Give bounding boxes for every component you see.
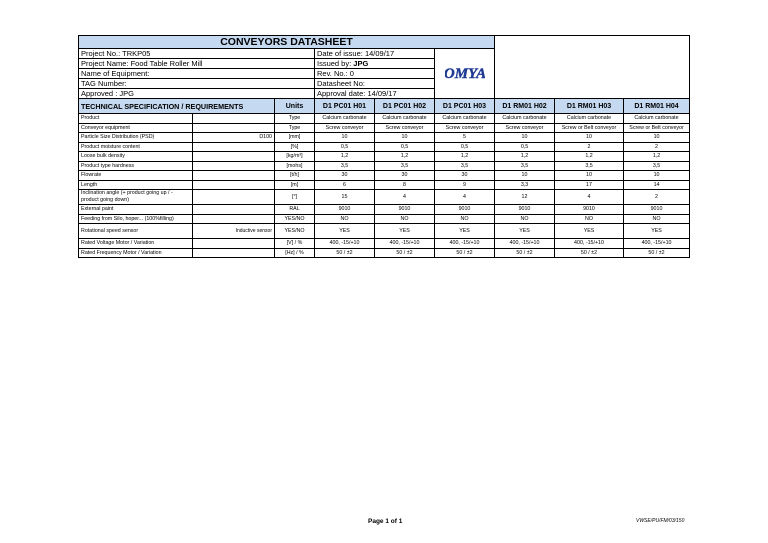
cell-value: 400, -15/+10: [315, 239, 375, 249]
row-unit: [t/h]: [275, 171, 315, 181]
datasheet-table: [78, 35, 690, 258]
cell-value: 17: [555, 180, 624, 190]
cell-value: 1,2: [624, 152, 690, 162]
cell-value: 10: [495, 133, 555, 143]
table-row: [79, 171, 690, 181]
cell-value: 4: [375, 190, 435, 205]
row-label: External paint: [79, 205, 193, 215]
cell-value: Calcium carbonate: [315, 114, 375, 124]
cell-value: 400, -15/+10: [375, 239, 435, 249]
project-no: Project No.: TRKP05: [79, 49, 315, 59]
row-label: Rotational speed sensor: [79, 224, 193, 239]
cell-value: NO: [375, 214, 435, 224]
row-unit: [Hz] / %: [275, 248, 315, 258]
issued-by: Issued by: JPG: [315, 59, 435, 69]
cell-value: 1,2: [375, 152, 435, 162]
row-qualifier: [193, 161, 275, 171]
cell-value: 3,5: [435, 161, 495, 171]
table-row: [79, 190, 690, 205]
cell-value: 12: [495, 190, 555, 205]
table-row: [79, 133, 690, 143]
cell-value: 1,2: [315, 152, 375, 162]
row-qualifier: [193, 180, 275, 190]
revision-number: Rev. No.: 0: [315, 69, 435, 79]
cell-value: YES: [555, 224, 624, 239]
cell-value: 0,5: [495, 142, 555, 152]
table-row: [79, 239, 690, 249]
row-unit: [°]: [275, 190, 315, 205]
row-unit: [%]: [275, 142, 315, 152]
cell-value: 50 / ±2: [555, 248, 624, 258]
cell-value: 10: [555, 133, 624, 143]
cell-value: 0,5: [435, 142, 495, 152]
row-label: Product moisture content: [79, 142, 193, 152]
table-row: [79, 161, 690, 171]
cell-value: 10: [624, 133, 690, 143]
cell-value: 1,2: [435, 152, 495, 162]
cell-value: YES: [495, 224, 555, 239]
cell-value: Screw conveyor: [315, 123, 375, 133]
row-qualifier: [193, 214, 275, 224]
cell-value: 9010: [495, 205, 555, 215]
table-row: [79, 142, 690, 152]
svg-text:OMYA: OMYA: [444, 65, 485, 82]
row-qualifier: [193, 190, 275, 205]
column-header: D1 RM01 H02: [495, 99, 555, 114]
cell-value: Calcium carbonate: [435, 114, 495, 124]
table-row: [79, 152, 690, 162]
row-unit: [kg/m³]: [275, 152, 315, 162]
cell-value: Screw conveyor: [435, 123, 495, 133]
datasheet: [78, 35, 689, 258]
cell-value: 2: [624, 142, 690, 152]
cell-value: 9010: [435, 205, 495, 215]
cell-value: NO: [555, 214, 624, 224]
row-qualifier: [193, 142, 275, 152]
cell-value: 50 / ±2: [624, 248, 690, 258]
table-row: [79, 123, 690, 133]
omya-logo-icon: [445, 61, 485, 85]
cell-value: YES: [435, 224, 495, 239]
spec-header: TECHNICAL SPECIFICATION / REQUIREMENTS: [79, 99, 275, 114]
table-row: [79, 205, 690, 215]
cell-value: YES: [624, 224, 690, 239]
cell-value: 9010: [375, 205, 435, 215]
cell-value: 1,2: [555, 152, 624, 162]
table-row: [79, 114, 690, 124]
cell-value: 9010: [315, 205, 375, 215]
cell-value: 30: [315, 171, 375, 181]
cell-value: 10: [315, 133, 375, 143]
date-of-issue: Date of issue: 14/09/17: [315, 49, 435, 59]
cell-value: Calcium carbonate: [375, 114, 435, 124]
row-label: Feeding from Silo, hoper... (100%filling): [79, 214, 193, 224]
cell-value: 6: [315, 180, 375, 190]
cell-value: 50 / ±2: [435, 248, 495, 258]
approved-by: Approved : JPG: [79, 89, 315, 99]
row-label: Rated Voltage Motor / Variation: [79, 239, 193, 249]
table-row: [79, 224, 690, 239]
project-name: Project Name: Food Table Roller Mill: [79, 59, 315, 69]
cell-value: Screw or Belt conveyor: [624, 123, 690, 133]
row-qualifier: [193, 123, 275, 133]
row-unit: [m]: [275, 180, 315, 190]
row-label: Length: [79, 180, 193, 190]
row-qualifier: D100: [193, 133, 275, 143]
document-reference: VWSE/PU/FM/03/150: [636, 518, 685, 524]
row-qualifier: [193, 171, 275, 181]
cell-value: Calcium carbonate: [624, 114, 690, 124]
row-unit: Type: [275, 114, 315, 124]
cell-value: 14: [624, 180, 690, 190]
page-number: Page 1 of 1: [368, 518, 403, 525]
cell-value: 50 / ±2: [495, 248, 555, 258]
row-qualifier: Inductive sensor: [193, 224, 275, 239]
cell-value: 3,5: [375, 161, 435, 171]
cell-value: 5: [435, 133, 495, 143]
row-unit: [V] / %: [275, 239, 315, 249]
cell-value: 400, -15/+10: [495, 239, 555, 249]
row-label: Product type hardness: [79, 161, 193, 171]
row-label: Conveyor equipment: [79, 123, 193, 133]
cell-value: 15: [315, 190, 375, 205]
equipment-name: Name of Equipment:: [79, 69, 315, 79]
row-label: Rated Frequency Motor / Variation: [79, 248, 193, 258]
omya-logo: [435, 49, 495, 99]
cell-value: 50 / ±2: [315, 248, 375, 258]
cell-value: 10: [624, 171, 690, 181]
row-unit: [mm]: [275, 133, 315, 143]
cell-value: NO: [435, 214, 495, 224]
cell-value: 9010: [555, 205, 624, 215]
cell-value: YES: [375, 224, 435, 239]
row-label: Particle Size Distribution (PSD): [79, 133, 193, 143]
row-label: Loose bulk density: [79, 152, 193, 162]
cell-value: 10: [495, 171, 555, 181]
row-qualifier: [193, 114, 275, 124]
cell-value: Screw conveyor: [375, 123, 435, 133]
cell-value: 0,5: [375, 142, 435, 152]
cell-value: 50 / ±2: [375, 248, 435, 258]
row-unit: Type: [275, 123, 315, 133]
cell-value: 400, -15/+10: [624, 239, 690, 249]
row-unit: YES/NO: [275, 224, 315, 239]
cell-value: 3,5: [555, 161, 624, 171]
approval-date: Approval date: 14/09/17: [315, 89, 435, 99]
column-header: D1 PC01 H02: [375, 99, 435, 114]
cell-value: Screw conveyor: [495, 123, 555, 133]
cell-value: 0,5: [315, 142, 375, 152]
cell-value: NO: [315, 214, 375, 224]
row-unit: RAL: [275, 205, 315, 215]
cell-value: YES: [315, 224, 375, 239]
cell-value: 2: [555, 142, 624, 152]
row-unit: [mohs]: [275, 161, 315, 171]
row-qualifier: [193, 248, 275, 258]
row-label: Inclination angle (+ product going up / - product going down): [79, 190, 193, 205]
cell-value: 9: [435, 180, 495, 190]
table-row: [79, 248, 690, 258]
column-header: D1 PC01 H03: [435, 99, 495, 114]
row-qualifier: [193, 239, 275, 249]
cell-value: 2: [624, 190, 690, 205]
cell-value: 8: [375, 180, 435, 190]
cell-value: 30: [435, 171, 495, 181]
row-qualifier: [193, 205, 275, 215]
cell-value: 3,5: [315, 161, 375, 171]
row-unit: YES/NO: [275, 214, 315, 224]
column-header: D1 PC01 H01: [315, 99, 375, 114]
cell-value: 1,2: [495, 152, 555, 162]
table-row: [79, 180, 690, 190]
table-row: [79, 214, 690, 224]
cell-value: Calcium carbonate: [555, 114, 624, 124]
cell-value: 10: [555, 171, 624, 181]
column-header: D1 RM01 H04: [624, 99, 690, 114]
cell-value: NO: [624, 214, 690, 224]
cell-value: 400, -15/+10: [435, 239, 495, 249]
cell-value: 9010: [624, 205, 690, 215]
column-header: D1 RM01 H03: [555, 99, 624, 114]
cell-value: 10: [375, 133, 435, 143]
cell-value: 3,5: [624, 161, 690, 171]
cell-value: 400, -15/+10: [555, 239, 624, 249]
cell-value: NO: [495, 214, 555, 224]
cell-value: 3,5: [495, 161, 555, 171]
row-qualifier: [193, 152, 275, 162]
cell-value: 3,3: [495, 180, 555, 190]
row-label: Flowrate: [79, 171, 193, 181]
cell-value: Screw or Belt conveyor: [555, 123, 624, 133]
cell-value: 30: [375, 171, 435, 181]
row-label: Product: [79, 114, 193, 124]
tag-number: TAG Number:: [79, 79, 315, 89]
units-header: Units: [275, 99, 315, 114]
cell-value: 4: [555, 190, 624, 205]
cell-value: Calcium carbonate: [495, 114, 555, 124]
datasheet-title: CONVEYORS DATASHEET: [79, 36, 495, 49]
column-header-row: [79, 99, 690, 114]
cell-value: 4: [435, 190, 495, 205]
datasheet-number: Datasheet No:: [315, 79, 435, 89]
